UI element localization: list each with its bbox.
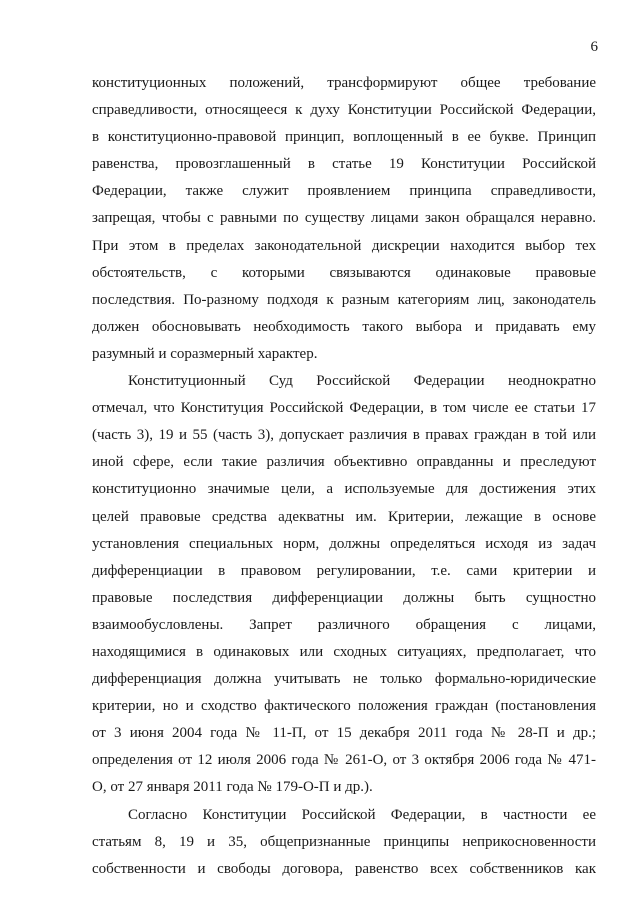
- text-line: последствия. По-разному подходя к разным категориям лиц, законодатель: [92, 291, 596, 308]
- text-line: запрещая, чтобы с равными по существу лицами закон обращался неравно.: [92, 210, 596, 227]
- text-line: взаимообусловлены. Запрет различного обращения с лицами,: [92, 616, 596, 633]
- text-line: установления специальных норм, должны определяться исходя из задач: [92, 535, 596, 552]
- text-line: собственности и свободы договора, равенство всех собственников как: [92, 860, 596, 877]
- text-line: определения от 12 июля 2006 года № 261-О, от 3 октября 2006 года № 471-: [92, 752, 596, 769]
- text-line: О, от 27 января 2011 года № 179-О-П и др.).: [92, 779, 373, 796]
- text-line: от 3 июня 2004 года № 11-П, от 15 декабря 2011 года № 28-П и др.;: [92, 725, 596, 742]
- text-line: Конституционный Суд Российской Федерации неоднократно: [128, 373, 596, 390]
- paragraph: [92, 70, 596, 368]
- text-line: равенства, провозглашенный в статье 19 Конституции Российской: [92, 156, 596, 173]
- text-line: отмечал, что Конституция Российской Федерации, в том числе ее статьи 17: [92, 400, 596, 417]
- text-line: дифференциация должна учитывать не только формально-юридические: [92, 671, 596, 688]
- text-line: критерии, но и сходство фактического положения граждан (постановления: [92, 698, 596, 715]
- text-line: статьям 8, 19 и 35, общепризнанные принципы неприкосновенности: [92, 833, 596, 850]
- text-line: При этом в пределах законодательной дискреции находится выбор тех: [92, 237, 596, 254]
- text-line: в конституционно-правовой принцип, воплощенный в ее букве. Принцип: [92, 129, 596, 146]
- paragraph: [92, 802, 596, 883]
- text-line: правовые последствия дифференциации должны быть сущностно: [92, 589, 596, 606]
- text-line: целей правовые средства адекватны им. Критерии, лежащие в основе: [92, 508, 596, 525]
- text-line: Федерации, также служит проявлением принципа справедливости,: [92, 183, 596, 200]
- text-line: находящимися в одинаковых или сходных ситуациях, предполагает, что: [92, 643, 596, 660]
- text-line: должен обосновывать необходимость такого выбора и придавать ему: [92, 318, 596, 335]
- text-line: разумный и соразмерный характер.: [92, 345, 318, 362]
- document-body: [92, 70, 596, 883]
- text-line: конституционно значимые цели, а используемые для достижения этих: [92, 481, 596, 498]
- page-number: 6: [590, 39, 598, 55]
- text-line: справедливости, относящееся к духу Конституции Российской Федерации,: [92, 102, 596, 119]
- text-line: (часть 3), 19 и 55 (часть 3), допускает различия в правах граждан в той или: [92, 427, 596, 444]
- text-line: дифференциации в правовом регулировании, т.е. сами критерии и: [92, 562, 596, 579]
- text-line: иной сфере, если такие различия объективно оправданны и преследуют: [92, 454, 596, 471]
- paragraph: [92, 368, 596, 802]
- text-line: обстоятельств, с которыми связываются одинаковые правовые: [92, 264, 596, 281]
- text-line: Согласно Конституции Российской Федерации, в частности ее: [128, 806, 596, 823]
- text-line: конституционных положений, трансформируют общее требование: [92, 75, 596, 91]
